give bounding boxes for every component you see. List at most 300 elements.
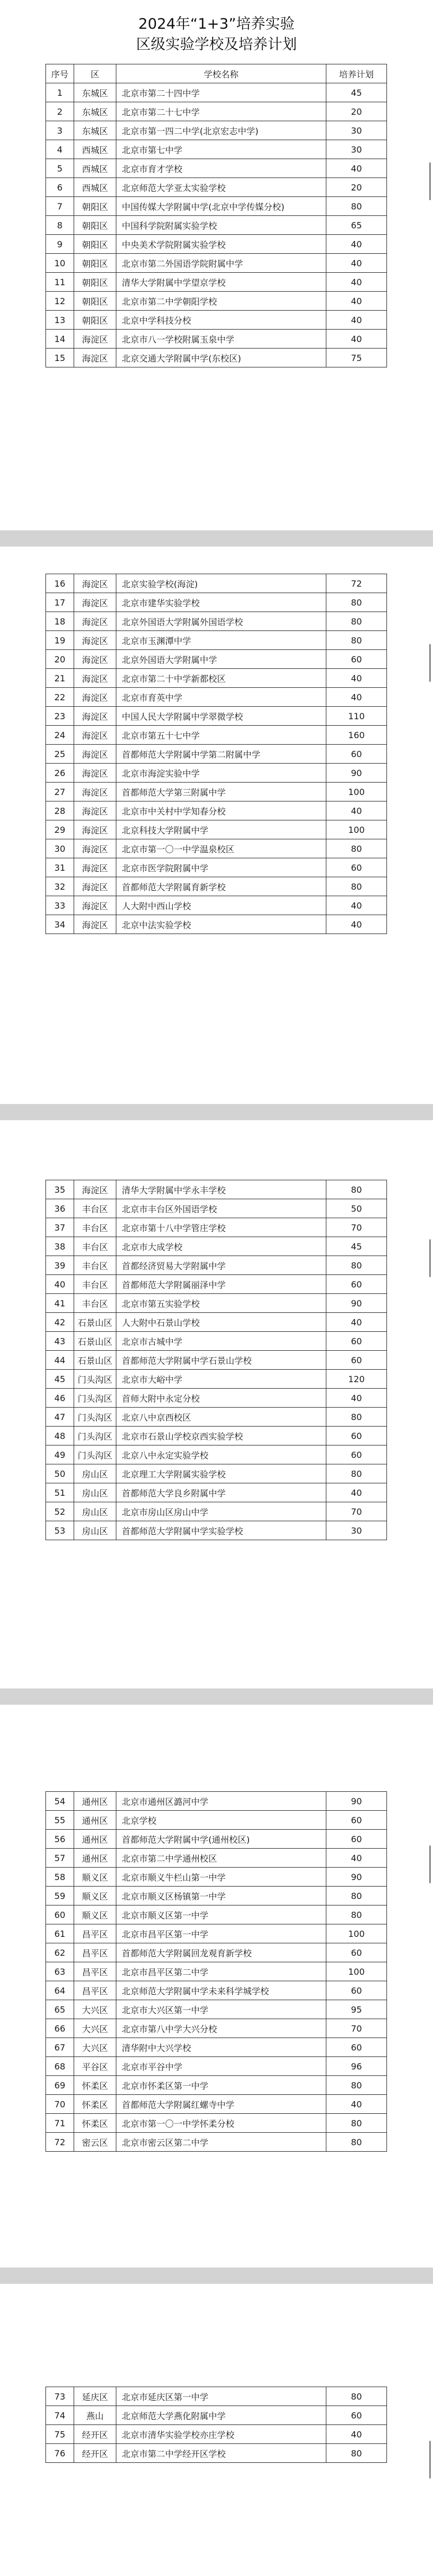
row-school-name: 北京市第一〇一中学怀柔分校 [116, 2114, 326, 2133]
row-district: 海淀区 [74, 726, 116, 745]
row-plan-count: 110 [326, 707, 387, 726]
school-table [45, 2387, 387, 2463]
row-school-name: 清华附中大兴学校 [116, 2038, 326, 2057]
row-number: 6 [46, 178, 74, 197]
row-district: 西城区 [74, 159, 116, 178]
row-plan-count: 40 [326, 1849, 387, 1868]
row-school-name: 北京市顺义区杨镇第一中学 [116, 1887, 326, 1905]
row-number: 41 [46, 1294, 74, 1313]
table-row [46, 1792, 387, 1811]
table-row [46, 707, 387, 726]
row-district: 顺义区 [74, 1905, 116, 1924]
row-school-name: 首都师范大学良乡附属中学 [116, 1483, 326, 1502]
row-school-name: 北京实验学校(海淀) [116, 574, 326, 593]
row-district: 西城区 [74, 140, 116, 159]
row-district: 朝阳区 [74, 292, 116, 311]
row-number: 56 [46, 1830, 74, 1849]
row-number: 3 [46, 121, 74, 140]
row-plan-count: 80 [326, 612, 387, 631]
row-plan-count: 40 [326, 1313, 387, 1332]
row-number: 34 [46, 915, 74, 934]
row-district: 燕山 [74, 2406, 116, 2425]
row-district: 石景山区 [74, 1351, 116, 1370]
row-number: 46 [46, 1389, 74, 1408]
row-school-name: 北京中学科技分校 [116, 311, 326, 330]
table-row [46, 2406, 387, 2425]
row-plan-count: 20 [326, 178, 387, 197]
row-number: 55 [46, 1811, 74, 1830]
table-row [46, 349, 387, 367]
row-district: 朝阳区 [74, 273, 116, 292]
table-row [46, 178, 387, 197]
row-school-name: 北京市育才学校 [116, 159, 326, 178]
row-district: 海淀区 [74, 631, 116, 650]
row-number: 23 [46, 707, 74, 726]
row-plan-count: 60 [326, 1445, 387, 1464]
row-district: 延庆区 [74, 2387, 116, 2406]
school-table [45, 1180, 387, 1540]
row-plan-count: 80 [326, 877, 387, 896]
row-district: 朝阳区 [74, 235, 116, 254]
table-row [46, 1521, 387, 1540]
row-number: 47 [46, 1408, 74, 1427]
row-school-name: 北京学校 [116, 1811, 326, 1830]
table-row [46, 2444, 387, 2463]
row-number: 61 [46, 1924, 74, 1943]
row-plan-count: 70 [326, 1218, 387, 1237]
row-plan-count: 80 [326, 197, 387, 216]
row-plan-count: 30 [326, 140, 387, 159]
row-plan-count: 72 [326, 574, 387, 593]
row-number: 32 [46, 877, 74, 896]
table-row [46, 292, 387, 311]
row-number: 8 [46, 216, 74, 235]
table-row [46, 1370, 387, 1389]
scroll-indicator [429, 162, 431, 200]
row-plan-count: 60 [326, 1943, 387, 1962]
row-number: 44 [46, 1351, 74, 1370]
row-school-name: 北京中法实验学校 [116, 915, 326, 934]
table-row [46, 1351, 387, 1370]
row-school-name: 首都经济贸易大学附属中学 [116, 1256, 326, 1275]
row-plan-count: 60 [326, 1351, 387, 1370]
row-number: 65 [46, 2000, 74, 2019]
table-row [46, 1427, 387, 1445]
row-plan-count: 60 [326, 1830, 387, 1849]
row-plan-count: 60 [326, 858, 387, 877]
table-row [46, 2000, 387, 2019]
row-school-name: 北京师范大学附属中学未来科学城学校 [116, 1981, 326, 2000]
table-row [46, 1830, 387, 1849]
row-number: 76 [46, 2444, 74, 2463]
header-school: 学校名称 [116, 64, 326, 83]
row-district: 经开区 [74, 2444, 116, 2463]
row-plan-count: 40 [326, 669, 387, 688]
row-plan-count: 80 [326, 1256, 387, 1275]
table-row [46, 1237, 387, 1256]
table-row [46, 1389, 387, 1408]
row-school-name: 中国传媒大学附属中学(北京中学传媒分校) [116, 197, 326, 216]
row-school-name: 北京市第二外国语学院附属中学 [116, 254, 326, 273]
row-district: 海淀区 [74, 915, 116, 934]
row-number: 20 [46, 650, 74, 669]
header-no: 序号 [46, 64, 74, 83]
table-row [46, 2019, 387, 2038]
table-row [46, 1313, 387, 1332]
row-district: 丰台区 [74, 1218, 116, 1237]
row-number: 75 [46, 2425, 74, 2444]
row-school-name: 首都师范大学附属育新学校 [116, 877, 326, 896]
row-plan-count: 60 [326, 1427, 387, 1445]
row-plan-count: 100 [326, 1924, 387, 1943]
row-number: 21 [46, 669, 74, 688]
page-title: 2024年“1+3”培养实验 [138, 16, 295, 32]
row-district: 大兴区 [74, 2019, 116, 2038]
row-district: 海淀区 [74, 877, 116, 896]
table-row [46, 1275, 387, 1294]
row-school-name: 北京市第一四二中学(北京宏志中学) [116, 121, 326, 140]
row-plan-count: 40 [326, 915, 387, 934]
row-school-name: 北京市玉渊潭中学 [116, 631, 326, 650]
page-3 [0, 1120, 433, 1688]
row-school-name: 首都师范大学附属回龙观育新学校 [116, 1943, 326, 1962]
row-district: 海淀区 [74, 896, 116, 915]
table-row [46, 1199, 387, 1218]
row-school-name: 北京市通州区潞河中学 [116, 1792, 326, 1811]
row-number: 40 [46, 1275, 74, 1294]
row-number: 25 [46, 745, 74, 764]
row-plan-count: 40 [326, 311, 387, 330]
row-plan-count: 75 [326, 349, 387, 367]
row-number: 57 [46, 1849, 74, 1868]
table-row [46, 839, 387, 858]
school-table [45, 1791, 387, 2152]
row-school-name: 中国人民大学附属中学翠微学校 [116, 707, 326, 726]
row-number: 15 [46, 349, 74, 367]
table-row [46, 2133, 387, 2152]
table-row [46, 1887, 387, 1905]
row-district: 顺义区 [74, 1887, 116, 1905]
row-district: 密云区 [74, 2133, 116, 2152]
row-district: 海淀区 [74, 764, 116, 783]
table-row [46, 1849, 387, 1868]
row-school-name: 首都师范大学附属中学石景山学校 [116, 1351, 326, 1370]
row-plan-count: 80 [326, 2444, 387, 2463]
row-district: 丰台区 [74, 1237, 116, 1256]
row-plan-count: 40 [326, 235, 387, 254]
row-number: 43 [46, 1332, 74, 1351]
row-number: 59 [46, 1887, 74, 1905]
row-district: 昌平区 [74, 1981, 116, 2000]
row-school-name: 北京市顺义区第一中学 [116, 1905, 326, 1924]
row-plan-count: 45 [326, 83, 387, 102]
row-number: 39 [46, 1256, 74, 1275]
row-district: 东城区 [74, 102, 116, 121]
row-number: 24 [46, 726, 74, 745]
row-school-name: 北京市八一学校附属玉泉中学 [116, 330, 326, 349]
row-district: 海淀区 [74, 783, 116, 801]
row-number: 2 [46, 102, 74, 121]
row-school-name: 北京市大峪中学 [116, 1370, 326, 1389]
header-district: 区 [74, 64, 116, 83]
scroll-indicator [429, 2441, 431, 2479]
row-district: 门头沟区 [74, 1370, 116, 1389]
row-number: 71 [46, 2114, 74, 2133]
row-district: 朝阳区 [74, 216, 116, 235]
row-school-name: 北京市清华实验学校亦庄学校 [116, 2425, 326, 2444]
row-number: 62 [46, 1943, 74, 1962]
row-plan-count: 20 [326, 102, 387, 121]
row-number: 54 [46, 1792, 74, 1811]
page-subtitle: 区级实验学校及培养计划 [136, 36, 297, 53]
row-number: 27 [46, 783, 74, 801]
row-plan-count: 100 [326, 820, 387, 839]
row-plan-count: 90 [326, 764, 387, 783]
row-district: 房山区 [74, 1483, 116, 1502]
row-district: 朝阳区 [74, 311, 116, 330]
table-row [46, 2114, 387, 2133]
row-plan-count: 65 [326, 216, 387, 235]
row-school-name: 北京市第二十四中学 [116, 83, 326, 102]
row-plan-count: 80 [326, 1408, 387, 1427]
scroll-indicator [429, 1239, 431, 1277]
row-school-name: 北京市第一〇一中学温泉校区 [116, 839, 326, 858]
row-district: 怀柔区 [74, 2076, 116, 2095]
row-district: 石景山区 [74, 1332, 116, 1351]
row-school-name: 首都师范大学附属中学第二附属中学 [116, 745, 326, 764]
row-district: 海淀区 [74, 612, 116, 631]
row-school-name: 北京市石景山学校京西实验学校 [116, 1427, 326, 1445]
row-plan-count: 40 [326, 2095, 387, 2114]
row-district: 石景山区 [74, 1313, 116, 1332]
table-row [46, 235, 387, 254]
row-plan-count: 160 [326, 726, 387, 745]
row-number: 49 [46, 1445, 74, 1464]
row-number: 11 [46, 273, 74, 292]
row-school-name: 北京市顺义牛栏山第一中学 [116, 1868, 326, 1887]
row-school-name: 北京市育英中学 [116, 688, 326, 707]
row-plan-count: 80 [326, 2387, 387, 2406]
row-plan-count: 30 [326, 121, 387, 140]
table-row [46, 1180, 387, 1199]
row-number: 70 [46, 2095, 74, 2114]
row-plan-count: 100 [326, 783, 387, 801]
table-row [46, 1445, 387, 1464]
table-row [46, 1868, 387, 1887]
row-number: 1 [46, 83, 74, 102]
row-plan-count: 90 [326, 1792, 387, 1811]
table-row [46, 1464, 387, 1483]
row-number: 31 [46, 858, 74, 877]
row-school-name: 北京理工大学附属实验学校 [116, 1464, 326, 1483]
table-row [46, 1256, 387, 1275]
row-district: 平谷区 [74, 2057, 116, 2076]
row-plan-count: 80 [326, 839, 387, 858]
row-number: 19 [46, 631, 74, 650]
row-district: 东城区 [74, 121, 116, 140]
row-school-name: 北京市建华实验学校 [116, 593, 326, 612]
row-district: 门头沟区 [74, 1389, 116, 1408]
row-district: 昌平区 [74, 1943, 116, 1962]
row-district: 朝阳区 [74, 254, 116, 273]
row-school-name: 北京市房山区房山中学 [116, 1502, 326, 1521]
row-school-name: 清华大学附属中学永丰学校 [116, 1180, 326, 1199]
row-school-name: 首都师范大学附属中学实验学校 [116, 1521, 326, 1540]
row-number: 18 [46, 612, 74, 631]
row-district: 海淀区 [74, 801, 116, 820]
row-district: 通州区 [74, 1792, 116, 1811]
row-plan-count: 60 [326, 650, 387, 669]
row-school-name: 北京市古城中学 [116, 1332, 326, 1351]
row-district: 海淀区 [74, 349, 116, 367]
row-district: 西城区 [74, 178, 116, 197]
row-district: 昌平区 [74, 1962, 116, 1981]
row-number: 14 [46, 330, 74, 349]
row-plan-count: 40 [326, 292, 387, 311]
row-district: 丰台区 [74, 1199, 116, 1218]
row-district: 顺义区 [74, 1868, 116, 1887]
row-number: 7 [46, 197, 74, 216]
table-row [46, 896, 387, 915]
row-district: 丰台区 [74, 1256, 116, 1275]
row-number: 48 [46, 1427, 74, 1445]
table-row [46, 631, 387, 650]
row-number: 72 [46, 2133, 74, 2152]
row-plan-count: 60 [326, 1981, 387, 2000]
row-district: 海淀区 [74, 574, 116, 593]
table-row [46, 140, 387, 159]
row-plan-count: 70 [326, 1502, 387, 1521]
table-row [46, 2076, 387, 2095]
row-plan-count: 90 [326, 1294, 387, 1313]
row-school-name: 首都师范大学第三附属中学 [116, 783, 326, 801]
row-number: 67 [46, 2038, 74, 2057]
row-school-name: 北京市昌平区第一中学 [116, 1924, 326, 1943]
row-plan-count: 60 [326, 1275, 387, 1294]
table-row [46, 612, 387, 631]
row-district: 大兴区 [74, 2000, 116, 2019]
row-school-name: 北京市第五十七中学 [116, 726, 326, 745]
row-plan-count: 100 [326, 1962, 387, 1981]
row-school-name: 北京市第五实验学校 [116, 1294, 326, 1313]
row-school-name: 北京外国语大学附属中学 [116, 650, 326, 669]
row-number: 51 [46, 1483, 74, 1502]
row-plan-count: 60 [326, 2406, 387, 2425]
table-row [46, 688, 387, 707]
row-school-name: 中央美术学院附属实验学校 [116, 235, 326, 254]
row-school-name: 北京八中京西校区 [116, 1408, 326, 1427]
table-row [46, 1294, 387, 1313]
table-row [46, 102, 387, 121]
table-row [46, 159, 387, 178]
row-district: 东城区 [74, 83, 116, 102]
row-school-name: 清华大学附属中学望京学校 [116, 273, 326, 292]
row-district: 房山区 [74, 1464, 116, 1483]
row-school-name: 北京市第八中学大兴分校 [116, 2019, 326, 2038]
table-row [46, 273, 387, 292]
row-district: 海淀区 [74, 330, 116, 349]
table-row [46, 574, 387, 593]
table-row [46, 330, 387, 349]
row-district: 海淀区 [74, 1180, 116, 1199]
row-district: 怀柔区 [74, 2095, 116, 2114]
table-row [46, 783, 387, 801]
row-school-name: 首都师范大学附属中学(通州校区) [116, 1830, 326, 1849]
table-row [46, 121, 387, 140]
table-header-row [46, 64, 387, 83]
row-district: 海淀区 [74, 650, 116, 669]
row-school-name: 北京市密云区第二中学 [116, 2133, 326, 2152]
row-school-name: 北京市怀柔区第一中学 [116, 2076, 326, 2095]
row-district: 怀柔区 [74, 2114, 116, 2133]
row-plan-count: 30 [326, 1521, 387, 1540]
table-row [46, 745, 387, 764]
table-row [46, 2038, 387, 2057]
table-row [46, 1962, 387, 1981]
row-number: 5 [46, 159, 74, 178]
table-row [46, 1943, 387, 1962]
row-district: 通州区 [74, 1830, 116, 1849]
row-plan-count: 40 [326, 330, 387, 349]
row-plan-count: 80 [326, 2114, 387, 2133]
table-row [46, 1924, 387, 1943]
row-number: 74 [46, 2406, 74, 2425]
row-number: 10 [46, 254, 74, 273]
row-school-name: 首都师范大学附属丽泽中学 [116, 1275, 326, 1294]
table-row [46, 593, 387, 612]
row-plan-count: 40 [326, 2425, 387, 2444]
row-plan-count: 60 [326, 745, 387, 764]
row-district: 海淀区 [74, 593, 116, 612]
row-school-name: 北京市医学院附属中学 [116, 858, 326, 877]
row-number: 33 [46, 896, 74, 915]
row-plan-count: 40 [326, 1389, 387, 1408]
row-plan-count: 80 [326, 631, 387, 650]
row-number: 38 [46, 1237, 74, 1256]
row-school-name: 北京市第二中学朝阳学校 [116, 292, 326, 311]
table-row [46, 877, 387, 896]
row-school-name: 北京师范大学亚太实验学校 [116, 178, 326, 197]
row-number: 9 [46, 235, 74, 254]
row-plan-count: 40 [326, 159, 387, 178]
row-number: 26 [46, 764, 74, 783]
row-district: 海淀区 [74, 688, 116, 707]
row-plan-count: 80 [326, 593, 387, 612]
row-plan-count: 60 [326, 1811, 387, 1830]
row-plan-count: 60 [326, 1332, 387, 1351]
table-row [46, 1218, 387, 1237]
row-number: 50 [46, 1464, 74, 1483]
scroll-indicator [429, 1845, 431, 1883]
row-plan-count: 50 [326, 1199, 387, 1218]
row-number: 17 [46, 593, 74, 612]
row-district: 海淀区 [74, 858, 116, 877]
row-plan-count: 45 [326, 1237, 387, 1256]
row-school-name: 北京市第十八中学管庄学校 [116, 1218, 326, 1237]
row-plan-count: 40 [326, 688, 387, 707]
table-row [46, 2425, 387, 2444]
table-row [46, 764, 387, 783]
table-row [46, 1811, 387, 1830]
row-plan-count: 40 [326, 273, 387, 292]
row-school-name: 人大附中西山学校 [116, 896, 326, 915]
row-school-name: 北京市平谷中学 [116, 2057, 326, 2076]
row-school-name: 北京市第七中学 [116, 140, 326, 159]
row-number: 66 [46, 2019, 74, 2038]
table-row [46, 1332, 387, 1351]
row-plan-count: 120 [326, 1370, 387, 1389]
row-district: 海淀区 [74, 669, 116, 688]
